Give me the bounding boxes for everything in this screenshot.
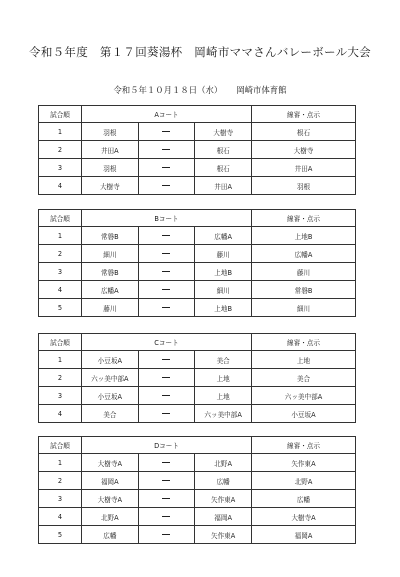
dash-mark [162,253,170,254]
match-order: 5 [39,526,82,544]
referee-team: 藤川 [252,263,356,281]
team-2: 矢作東A [195,490,252,508]
table-header-row [39,210,356,227]
vs-dash [138,369,195,387]
table-row [39,263,356,281]
dash-mark [162,271,170,272]
team-2: 細川 [195,281,252,299]
match-order: 1 [39,351,82,369]
team-2: 井田A [195,177,252,195]
match-order: 3 [39,490,82,508]
match-order: 4 [39,177,82,195]
table-row [39,177,356,195]
team-1: 井田A [82,141,139,159]
team-1: 大樹寺 [82,177,139,195]
header-ref: 線審・点示 [252,106,356,123]
dash-mark [162,185,170,186]
team-2: 矢作東A [195,526,252,544]
team-1: 広幡 [82,526,139,544]
table-row [39,299,356,317]
match-order: 3 [39,159,82,177]
dash-mark [162,149,170,150]
team-1: 小豆坂A [82,351,139,369]
vs-dash [138,387,195,405]
table-row [39,526,356,544]
vs-dash [138,299,195,317]
vs-dash [138,263,195,281]
referee-team: 六ッ美中部A [252,387,356,405]
team-2: 上地 [195,369,252,387]
dash-mark [162,498,170,499]
event-venue: 岡崎市体育館 [236,85,287,95]
referee-team: 大樹寺A [252,508,356,526]
referee-team: 大樹寺 [252,141,356,159]
match-order: 1 [39,227,82,245]
referee-team: 小豆坂A [252,405,356,423]
dash-mark [162,395,170,396]
match-order: 2 [39,141,82,159]
referee-team: 上地 [252,351,356,369]
vs-dash [138,227,195,245]
vs-dash [138,508,195,526]
vs-dash [138,141,195,159]
court-a-table [38,105,356,195]
team-1: 大樹寺A [82,454,139,472]
team-2: 北野A [195,454,252,472]
vs-dash [138,526,195,544]
table-row [39,141,356,159]
header-order: 試合順 [39,210,82,227]
match-order: 3 [39,263,82,281]
team-2: 上地 [195,387,252,405]
team-1: 細川 [82,245,139,263]
team-1: 羽根 [82,159,139,177]
team-1: 福岡A [82,472,139,490]
header-ref: 線審・点示 [252,437,356,454]
dash-mark [162,289,170,290]
table-row [39,369,356,387]
vs-dash [138,123,195,141]
dash-mark [162,516,170,517]
table-row [39,159,356,177]
match-order: 4 [39,508,82,526]
referee-team: 根石 [252,123,356,141]
dash-mark [162,480,170,481]
team-1: 藤川 [82,299,139,317]
team-2: 六ッ美中部A [195,405,252,423]
table-row [39,227,356,245]
table-row [39,245,356,263]
team-2: 藤川 [195,245,252,263]
team-1: 六ッ美中部A [82,369,139,387]
match-order: 2 [39,472,82,490]
vs-dash [138,472,195,490]
vs-dash [138,159,195,177]
dash-mark [162,462,170,463]
page-title: 令和５年度 第１７回葵湯杯 岡崎市ママさんバレーボール大会 [29,45,371,59]
team-2: 広幡 [195,472,252,490]
referee-team: 羽根 [252,177,356,195]
table-row [39,387,356,405]
vs-dash [138,454,195,472]
header-ref: 線審・点示 [252,334,356,351]
event-date: 令和５年１０月１８日（水） [113,85,223,95]
table-header-row [39,334,356,351]
vs-dash [138,351,195,369]
match-order: 4 [39,405,82,423]
court-b-table [38,209,356,317]
match-order: 5 [39,299,82,317]
referee-team: 美合 [252,369,356,387]
table-row [39,123,356,141]
header-order: 試合順 [39,437,82,454]
team-2: 福岡A [195,508,252,526]
match-order: 1 [39,454,82,472]
header-ref: 線審・点示 [252,210,356,227]
court-name: Cコート [82,334,252,351]
team-1: 大樹寺A [82,490,139,508]
dash-mark [162,359,170,360]
team-1: 常磐B [82,263,139,281]
dash-mark [162,131,170,132]
dash-mark [162,534,170,535]
court-name: Bコート [82,210,252,227]
table-row [39,405,356,423]
referee-team: 細川 [252,299,356,317]
team-1: 広幡A [82,281,139,299]
referee-team: 北野A [252,472,356,490]
team-2: 広幡A [195,227,252,245]
dash-mark [162,167,170,168]
match-order: 3 [39,387,82,405]
dash-mark [162,235,170,236]
match-order: 2 [39,245,82,263]
match-order: 4 [39,281,82,299]
vs-dash [138,490,195,508]
referee-team: 広幡A [252,245,356,263]
table-row [39,508,356,526]
team-2: 大樹寺 [195,123,252,141]
table-header-row [39,437,356,454]
team-1: 小豆坂A [82,387,139,405]
table-row [39,351,356,369]
dash-mark [162,413,170,414]
team-1: 常磐B [82,227,139,245]
table-row [39,472,356,490]
court-c-table [38,333,356,423]
team-1: 羽根 [82,123,139,141]
court-name: Aコート [82,106,252,123]
vs-dash [138,405,195,423]
vs-dash [138,245,195,263]
match-order: 2 [39,369,82,387]
event-info [0,84,400,96]
match-order: 1 [39,123,82,141]
referee-team: 井田A [252,159,356,177]
team-2: 根石 [195,141,252,159]
court-name: Dコート [82,437,252,454]
dash-mark [162,307,170,308]
referee-team: 福岡A [252,526,356,544]
referee-team: 常磐B [252,281,356,299]
dash-mark [162,377,170,378]
court-d-table [38,436,356,544]
team-1: 北野A [82,508,139,526]
vs-dash [138,177,195,195]
team-2: 美合 [195,351,252,369]
team-2: 上地B [195,263,252,281]
team-2: 根石 [195,159,252,177]
referee-team: 矢作東A [252,454,356,472]
table-row [39,490,356,508]
referee-team: 上地B [252,227,356,245]
header-order: 試合順 [39,334,82,351]
header-order: 試合順 [39,106,82,123]
table-row [39,454,356,472]
table-header-row [39,106,356,123]
vs-dash [138,281,195,299]
team-2: 上地B [195,299,252,317]
team-1: 美合 [82,405,139,423]
table-row [39,281,356,299]
referee-team: 広幡 [252,490,356,508]
